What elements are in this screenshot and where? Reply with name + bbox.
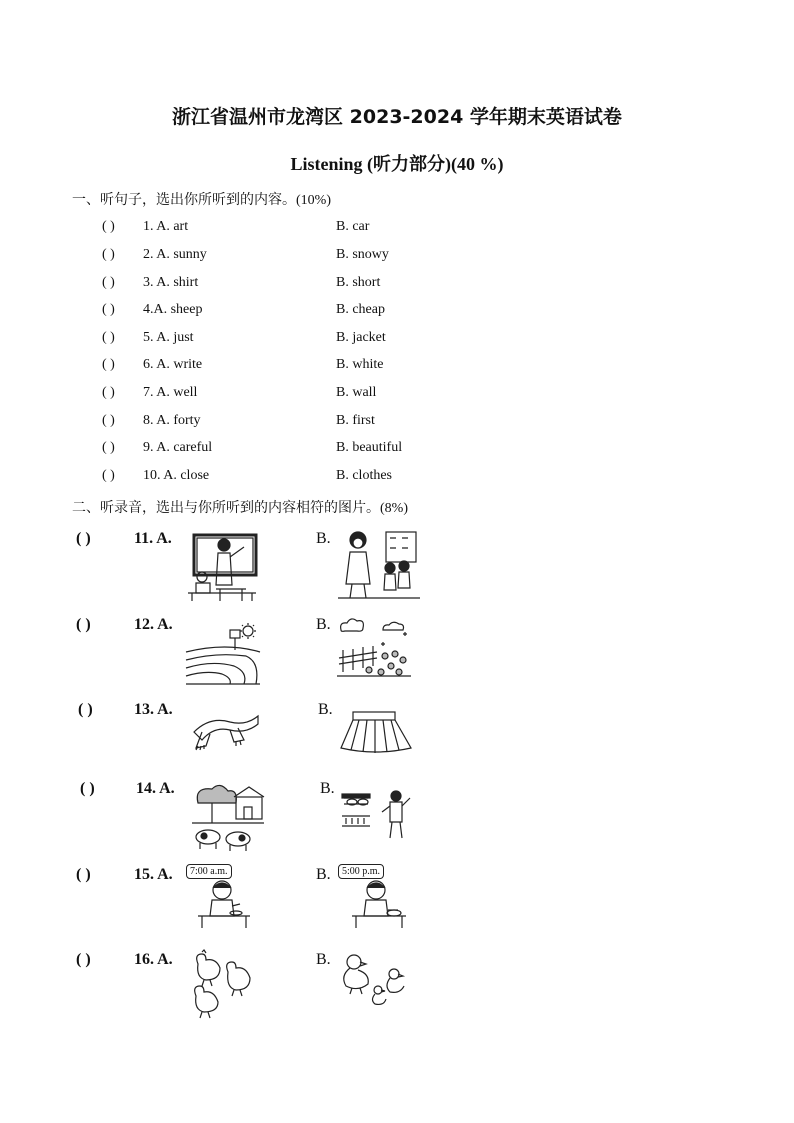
scarf-picture[interactable] <box>190 712 260 752</box>
answer-blank[interactable]: ( ) <box>80 780 95 797</box>
answer-blank[interactable]: ( ) <box>102 413 115 428</box>
answer-blank[interactable]: ( ) <box>102 468 115 483</box>
option-b: B. jacket <box>336 330 386 345</box>
question-number: 11. A. <box>134 530 172 547</box>
option-b-label: B. <box>316 530 331 547</box>
option-b: B. first <box>336 413 375 428</box>
exam-subtitle: Listening (听力部分)(40 %) <box>290 154 504 174</box>
answer-blank[interactable]: ( ) <box>76 866 91 883</box>
question-number: 13. A. <box>134 701 173 718</box>
option-b-label: B. <box>316 866 331 883</box>
teacher-blackboard-picture[interactable] <box>186 533 260 603</box>
option-b: B. white <box>336 357 384 372</box>
option-b-label: B. <box>318 701 333 718</box>
ducks-picture[interactable] <box>340 952 410 1008</box>
option-b: B. beautiful <box>336 440 403 455</box>
hens-picture[interactable] <box>190 950 254 1020</box>
option-a: 1. A. art <box>143 219 189 234</box>
option-b: B. short <box>336 275 381 290</box>
answer-blank[interactable]: ( ) <box>102 247 115 262</box>
farm-picture[interactable] <box>192 783 264 851</box>
answer-blank[interactable]: ( ) <box>76 951 91 968</box>
time-label: 7:00 a.m. <box>186 864 232 879</box>
man-shop-picture[interactable] <box>342 788 412 840</box>
garden-clouds-picture[interactable] <box>337 616 411 680</box>
option-a: 2. A. sunny <box>143 247 207 262</box>
option-a: 4.A. sheep <box>143 302 203 317</box>
exam-title: 浙江省温州市龙湾区 2023-2024 学年期末英语试卷 <box>172 106 622 128</box>
answer-blank[interactable]: ( ) <box>102 357 115 372</box>
option-a: 3. A. shirt <box>143 275 199 290</box>
option-a: 9. A. careful <box>143 440 213 455</box>
option-b-label: B. <box>316 616 331 633</box>
woman-children-picture[interactable] <box>338 528 420 600</box>
skirt-picture[interactable] <box>339 710 413 754</box>
answer-blank[interactable]: ( ) <box>102 302 115 317</box>
answer-blank[interactable]: ( ) <box>102 385 115 400</box>
option-b: B. cheap <box>336 302 385 317</box>
question-number: 15. A. <box>134 866 173 883</box>
option-b: B. snowy <box>336 247 389 262</box>
answer-blank[interactable]: ( ) <box>76 530 91 547</box>
boy-breakfast-picture[interactable] <box>198 880 252 930</box>
question-number: 12. A. <box>134 616 173 633</box>
option-b: B. clothes <box>336 468 392 483</box>
answer-blank[interactable]: ( ) <box>78 701 93 718</box>
boy-dinner-picture[interactable] <box>352 880 408 930</box>
option-a: 7. A. well <box>143 385 198 400</box>
option-b: B. car <box>336 219 370 234</box>
answer-blank[interactable]: ( ) <box>76 616 91 633</box>
option-a: 6. A. write <box>143 357 203 372</box>
question-number: 16. A. <box>134 951 173 968</box>
road-sun-picture[interactable] <box>186 622 260 686</box>
answer-blank[interactable]: ( ) <box>102 330 115 345</box>
option-a: 10. A. close <box>143 468 210 483</box>
option-a: 8. A. forty <box>143 413 201 428</box>
time-label: 5:00 p.m. <box>338 864 384 879</box>
section1-heading: 一、听句子，选出你所听到的内容。(10%) <box>72 193 331 208</box>
option-b: B. wall <box>336 385 377 400</box>
answer-blank[interactable]: ( ) <box>102 275 115 290</box>
question-number: 14. A. <box>136 780 175 797</box>
answer-blank[interactable]: ( ) <box>102 219 115 234</box>
option-a: 5. A. just <box>143 330 194 345</box>
option-b-label: B. <box>320 780 335 797</box>
answer-blank[interactable]: ( ) <box>102 440 115 455</box>
option-b-label: B. <box>316 951 331 968</box>
section2-heading: 二、听录音，选出与你所听到的内容相符的图片。(8%) <box>72 501 408 516</box>
